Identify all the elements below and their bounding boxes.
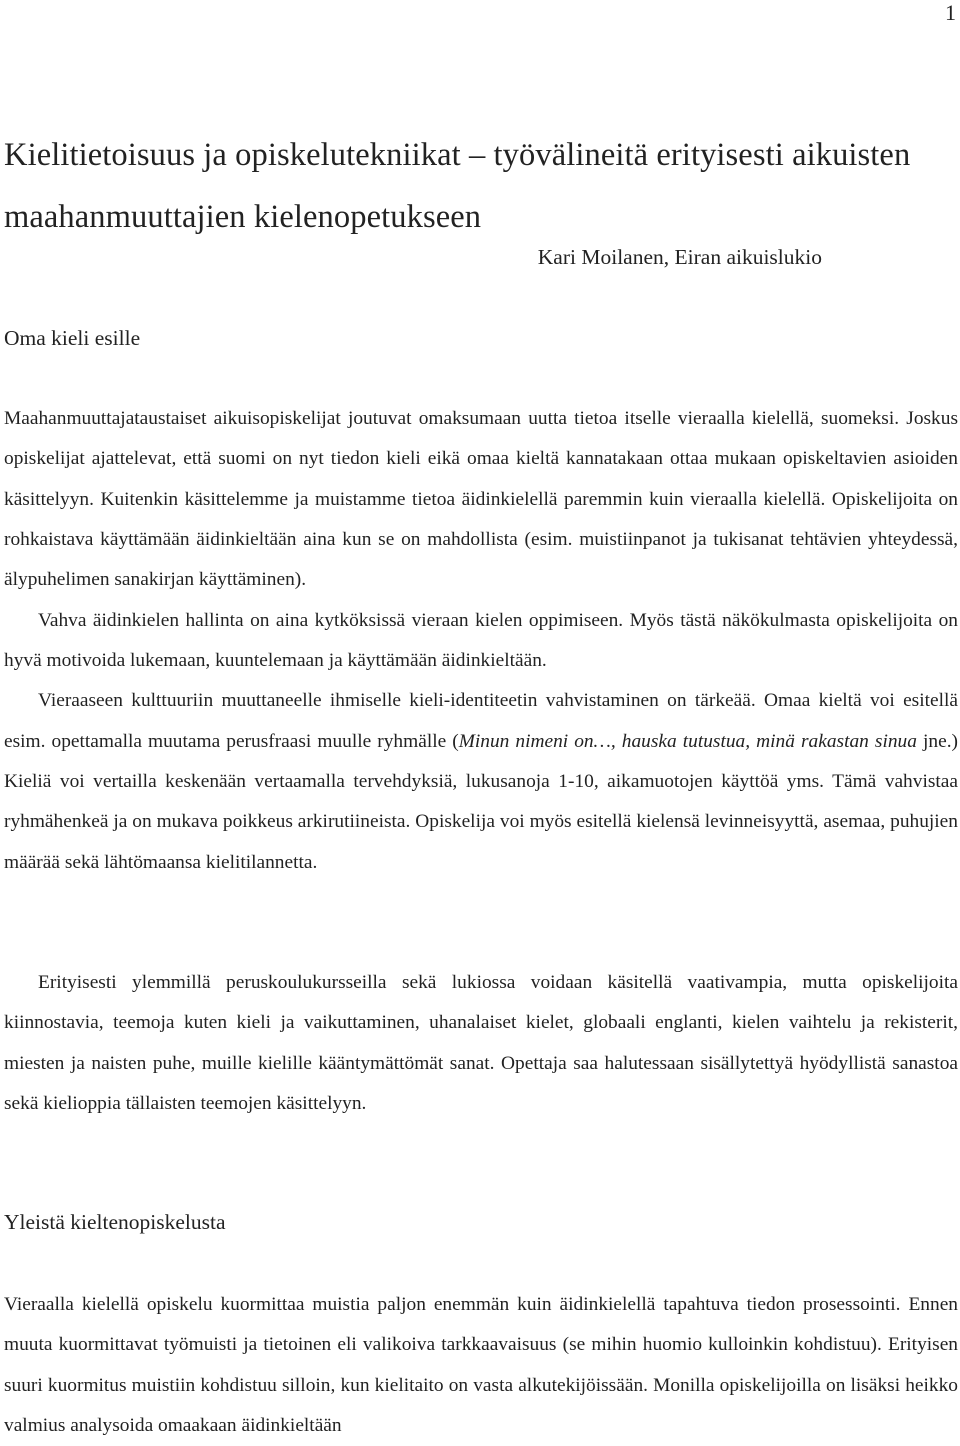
page-number: 1 <box>945 0 956 25</box>
paragraph-text: Vieraaseen kulttuuriin muuttaneelle ihmiselle kieli-identiteetin vahvistaminen on tärkeää. Omaa kieltä voi esitellä esim. opettamalla muutama perusfraasi muulle ryhmälle ( <box>4 690 958 752</box>
paragraph: Maahanmuuttajataustaiset aikuisopiskelijat joutuvat omaksumaan uutta tietoa itselle vieraalla kielellä, suomeksi. Joskus opiskelijat ajattelevat, että suomi on nyt tiedon kieli eikä omaa kieltä kannatakaan ottaa mukaan opiskeltavien asioiden käsittelyyn. Kuitenkin käsittelemme ja muistamme tietoa äidinkielellä paremmin kuin vieraalla kielellä. Opiskelijoita on rohkaistava käyttämään äidinkieltään aina kun se on mahdollista (esim. muistiinpanot ja tukisanat tehtävien yhteydessä, älypuhelimen sanakirjan käyttäminen). <box>4 408 958 591</box>
section-heading-yleista: Yleistä kieltenopiskelusta <box>4 1210 226 1234</box>
paragraph: Erityisesti ylemmillä peruskoulukursseilla sekä lukiossa voidaan käsitellä vaativampia, mutta opiskelijoita kiinnostavia, teemoja kuten kieli ja vaikuttaminen, uhanalaiset kielet, globaali englanti, kielen vaihtelu ja rekisterit, miesten ja naisten puhe, muille kielille kääntymättömät sanat. Opettaja saa halutessaan sisällytettyä hyödyllistä sanastoa sekä kielioppia tällaisten teemojen käsittelyyn. <box>4 972 958 1115</box>
section-oma-kieli-body-continued <box>4 963 958 1124</box>
paragraph: Vahva äidinkielen hallinta on aina kytköksissä vieraan kielen oppimiseen. Myös tästä näkökulmasta opiskelijoita on hyvä motivoida lukemaan, kuuntelemaan ja käyttämään äidinkieltään. <box>4 609 958 672</box>
author-line: Kari Moilanen, Eiran aikuislukio <box>537 245 822 269</box>
section-yleista-body <box>4 1285 958 1446</box>
document-title: Kielitietoisuus ja opiskelutekniikat – työvälineitä erityisesti aikuisten maahanmuuttajien kielenopetukseen <box>4 137 911 235</box>
example-phrases: Minun nimeni on…, hauska tutustua, minä rakastan sinua <box>458 730 917 752</box>
section-heading-oma-kieli: Oma kieli esille <box>4 326 141 350</box>
section-oma-kieli-body <box>4 399 958 883</box>
paragraph <box>4 681 958 883</box>
paragraph-text: jne.) Kieliä voi vertailla keskenään vertaamalla tervehdyksiä, lukusanoja 1-10, aikamuotojen käyttöä yms. Tämä vahvistaa ryhmähenkeä ja on mukava poikkeus arkirutiineista. Opiskelija voi myös esitellä kielensä levinneisyyttä, asemaa, puhujien määrää sekä lähtömaansa kielitilannetta. <box>4 730 959 873</box>
paragraph: Vieraalla kielellä opiskelu kuormittaa muistia paljon enemmän kuin äidinkielellä tapahtuva tiedon prosessointi. Ennen muuta kuormittavat työmuisti ja tietoinen eli valikoiva tarkkaavaisuus (se mihin huomio kulloinkin kohdistuu). Erityisen suuri kuormitus muistiin kohdistuu silloin, kun kielitaito on vasta alkutekijöissään. Monilla opiskelijoilla on lisäksi heikko valmius analysoida omaakaan äidinkieltään <box>4 1294 958 1437</box>
